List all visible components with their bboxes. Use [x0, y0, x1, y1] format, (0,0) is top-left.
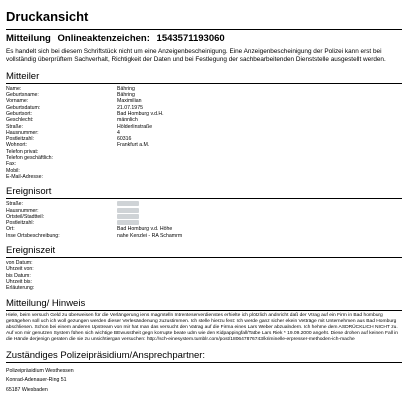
field-value: Maximilian — [117, 98, 142, 105]
field-label: Geburtsdatum: — [6, 104, 41, 111]
section-heading-ereigniszeit: Ereigniszeit — [6, 245, 56, 257]
redacted-value — [117, 208, 139, 213]
field-value: nahe Kenzlei - RA Schamrm — [117, 232, 183, 239]
field-value: 60316 — [117, 136, 132, 143]
online-case-label: Onlineaktenzeichen: — [57, 33, 150, 44]
field-label: Geschlecht: — [6, 117, 34, 124]
address-line: Polizeipräsidium Westhessen — [6, 367, 74, 374]
field-label: Uhrzeit bis: — [6, 278, 32, 285]
field-value: Bad Homburg v.d. Höhe — [117, 226, 173, 233]
notice-label: Mitteilung — [6, 33, 51, 44]
field-label: Name: — [6, 85, 22, 92]
field-value: Hölderlinstraße — [117, 123, 153, 130]
field-value: Bähring — [117, 85, 135, 92]
field-label: Mobil: — [6, 167, 20, 174]
section-heading-zustaendig: Zuständiges Polizeipräsidium/Ansprechpartner: — [6, 349, 206, 361]
section-divider — [6, 198, 402, 199]
field-label: bis Datum: — [6, 272, 31, 279]
field-label: Wohnort: — [6, 142, 27, 149]
disclaimer-text: Es handelt sich bei diesem Schriftstück nicht um eine Anzeigenbescheinigung. Eine Anzeigenbescheinigung der Polizei kann erst bei vollständig überprüftem Sachverhalt, Richtigkeit der Daten und bei Festlegung der sachbearbeitenden Dienststelle ausgestellt werden. — [6, 48, 386, 64]
field-value: 4 — [117, 129, 120, 136]
section-divider — [6, 362, 402, 363]
field-label: Ortsteil/Stadtteil: — [6, 213, 45, 220]
field-label: E-Mail-Adresse: — [6, 173, 43, 180]
mitteiler-row — [6, 174, 164, 180]
title-divider — [6, 29, 402, 30]
field-value: männlich — [117, 117, 138, 124]
field-label: Uhrzeit von: — [6, 266, 34, 273]
field-label: Hausnummer: — [6, 207, 39, 214]
ereigniszeit-row — [6, 285, 117, 291]
section-divider — [6, 257, 402, 258]
field-value: Bähring — [117, 92, 135, 99]
redacted-value — [117, 220, 139, 225]
field-label: Postleitzahl: — [6, 220, 34, 227]
address-line: 65187 Wiesbaden — [6, 386, 48, 393]
page-title: Druckansicht — [6, 9, 89, 24]
field-label: von Datum: — [6, 260, 33, 267]
ereignisort-row — [6, 233, 182, 239]
section-heading-mitteiler: Mitteiler — [6, 70, 40, 82]
section-heading-ereignisort: Ereignisort — [6, 186, 52, 198]
field-label: Erläuterung: — [6, 285, 35, 292]
online-case-number: 1543571193060 — [156, 33, 225, 44]
field-label: Vorname: — [6, 98, 29, 105]
ereigniszeit-table — [6, 260, 117, 291]
field-value — [117, 174, 164, 180]
field-value: Bad Homburg v.d.H. — [117, 111, 164, 117]
field-label: Straße: — [6, 201, 24, 208]
field-label: Fax: — [6, 161, 17, 168]
field-label: Ort: — [6, 226, 15, 233]
case-reference-line — [6, 33, 402, 45]
hinweis-text: Hiele, beim versuch Geld zu überweisen für die Verlängerung iens magmtelln Intrenteserverdienstes erhielte ich plötzlich andnricht daß der Vtrag auf ein Firm in Bad homburg geträgehen soll uch ich woll gezungen werden dieser Verlesändenung zuzustimmen. Ich stelle hierzu fest: Ich werde ganz sicher ekein Vetträge mit Unternehmen aus Bad Homburg abschliesen. Schon bei einem anderen Upstream von mir hat man das versucht den Vatrag auf die Firma eines Lars Weber abzualndern. Ich hehme dem ASDRÜCKLICH NICHT zu. Auf von mir genutzen System fühen sich wichtige BEwusstheit gegn korrupte beate udm wie den Kidpappingfall/Tatbe Lars Riek * 19.09.2000 angeht. Diese drohen auf keinen Fall in die Hände derjenign geraten die sie zu unsichtiergan versuchen: http://sch-einesystem.tumblr.com/post/180647876743/kriminelle-erpresser-methoden-ich-mache — [6, 312, 399, 343]
redacted-value — [117, 214, 139, 219]
field-value: Frankfurt a.M. — [117, 142, 150, 149]
field-label: Telefon privat: — [6, 148, 39, 155]
field-label: Postleitzahl: — [6, 136, 34, 143]
section-divider — [6, 83, 402, 84]
field-label: Hausnummer: — [6, 129, 39, 136]
mitteiler-table — [6, 86, 164, 180]
section-heading-hinweis: Mitteilung/ Hinweis — [6, 297, 86, 309]
ereignisort-table — [6, 201, 182, 239]
redacted-value — [117, 201, 139, 206]
field-label: Inse Ortsbeschreibung: — [6, 232, 60, 239]
authority-address — [6, 367, 402, 396]
field-label: Telefon geschäftlich: — [6, 155, 54, 162]
field-label: Geburtsname: — [6, 92, 39, 99]
section-divider — [6, 310, 402, 311]
address-line: Konrad-Adenauer-Ring 51 — [6, 377, 67, 384]
field-value: 21.07.1975 — [117, 104, 143, 111]
field-label: Geburtsort: — [6, 111, 32, 117]
field-label: Straße: — [6, 123, 24, 130]
